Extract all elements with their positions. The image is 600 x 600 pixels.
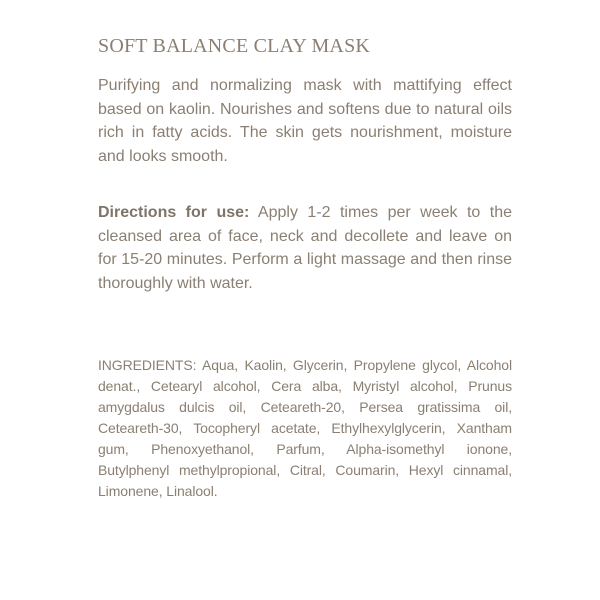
product-description: Purifying and normalizing mask with mattifying effect based on kaolin. Nourishes and softens due to natural oils rich in fatty acids. The skin gets nourishment, moisture and looks smooth. [98, 77, 512, 165]
product-title: SOFT BALANCE CLAY MASK [98, 35, 371, 57]
product-info-content [98, 34, 512, 502]
directions-text: Apply 1-2 times per week to the cleansed area of face, neck and decollete and leave on for 15-20 minutes. Perform a light massage and then rinse thoroughly with water. [98, 204, 513, 292]
directions-for-use [98, 201, 512, 295]
ingredients-list: INGREDIENTS: Aqua, Kaolin, Glycerin, Propylene glycol, Alcohol denat., Cetearyl alcohol, Cera alba, Myristyl alcohol, Prunus amygdalus dulcis oil, Ceteareth-20, Persea gratissima oil, Ceteareth-30, Tocopheryl acetate, Ethylhexylglycerin, Xantham gum, Phenoxyethanol, Parfum, Alpha-isomethyl ionone, Butylphenyl methylpropional, Citral, Coumarin, Hexyl cinnamal, Limonene, Linalool. [98, 357, 512, 499]
directions-label: Directions for use: [98, 204, 250, 221]
